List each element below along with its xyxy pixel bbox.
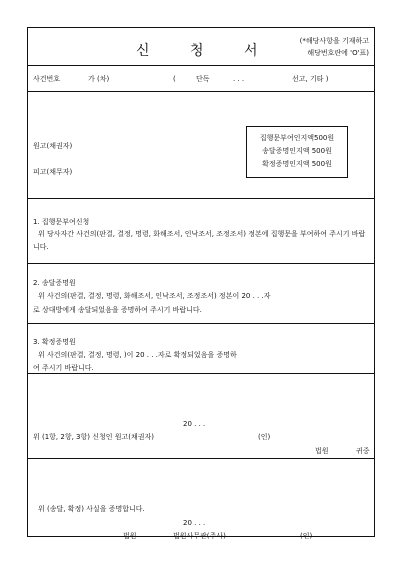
item3-section <box>28 323 374 373</box>
certify-court: 법원 <box>123 532 137 540</box>
fee-execution: 집행문부여인지액500원 <box>259 134 335 142</box>
certification-section <box>28 458 374 538</box>
item2-body-line1: 위 사건의(판결, 결정, 명령, 화해조서, 인낙조서, 조정조서) 정본이 20 . . .자 <box>38 292 271 300</box>
case-suffix: 선고, 기타 ) <box>292 75 329 83</box>
case-date-dots: . . . <box>233 75 245 83</box>
applicant-seal: (인) <box>258 433 271 441</box>
apply-date: 20 . . . <box>183 420 206 428</box>
instruction-note <box>300 35 369 59</box>
item1-body: 위 당사자간 사건의(판결, 결정, 명령, 화해조서, 인낙조서, 조정조서) 정본에 집행문을 부여하여 주시기 바랍니다. <box>33 230 366 251</box>
certify-date: 20 . . . <box>183 519 206 527</box>
case-single-judge: 단독 <box>196 75 210 83</box>
applicant-section <box>28 373 374 458</box>
plaintiff-label: 원고(채권자) <box>33 142 73 150</box>
application-form <box>27 27 375 540</box>
case-number-row <box>28 65 374 91</box>
applicant-line: 위 (1항, 2항, 3항) 신청인 원고(채권자) <box>33 433 155 441</box>
certify-text: 위 (송달, 확정) 사실을 증명합니다. <box>38 505 145 513</box>
item2-section <box>28 263 374 323</box>
case-type: 가 (차) <box>88 75 110 83</box>
defendant-label: 피고(채무자) <box>33 168 73 176</box>
item1-section <box>28 198 374 263</box>
fee-delivery: 송달증명인지액 500원 <box>262 147 332 155</box>
parties-section <box>28 91 374 198</box>
item2-title: 2. 송달증명원 <box>33 279 76 287</box>
item2-body-line2: 로 상대방에게 송달되었음을 증명하여 주시기 바랍니다. <box>33 306 202 314</box>
apply-recipient: 귀중 <box>356 447 370 455</box>
certify-officer: 법원사무관(주사) <box>173 532 226 540</box>
certify-seal: (인) <box>300 532 313 540</box>
instruction-note-line1: (*해당사항을 기재하고 <box>299 37 369 45</box>
case-number-label: 사건번호 <box>33 75 61 83</box>
item1-title: 1. 집행문부여신청 <box>33 218 90 226</box>
item3-body-line2: 여 주시기 바랍니다. <box>33 364 94 372</box>
stamp-fee-box <box>246 126 348 178</box>
title-section <box>28 28 374 65</box>
form-title: 신 청 서 <box>136 43 276 59</box>
instruction-note-line2: 해당번호란에 'O'표) <box>307 49 369 57</box>
fee-confirmation: 확정증명인지액 500원 <box>262 160 332 168</box>
item3-title: 3. 확정증명원 <box>33 338 76 346</box>
apply-court: 법원 <box>315 447 329 455</box>
case-open-paren: ( <box>173 75 176 83</box>
item3-body-line1: 위 사건의(판결, 결정, 명령, )이 20 . . .자로 확정되었음을 증명하 <box>38 351 237 359</box>
